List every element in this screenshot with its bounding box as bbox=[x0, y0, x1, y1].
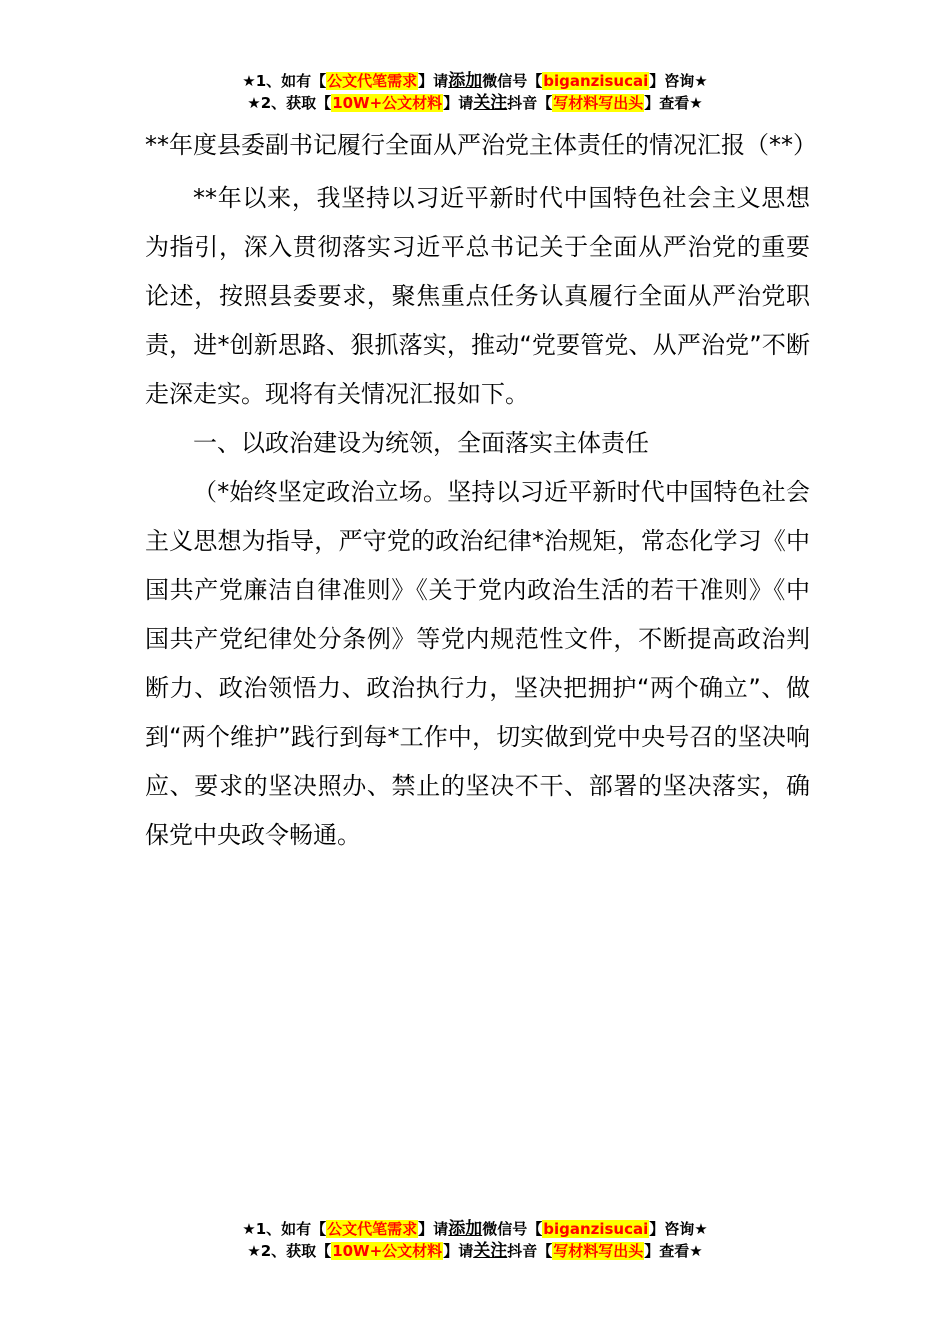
document-body bbox=[145, 124, 817, 860]
banner-highlight: 公文代笔需求 bbox=[327, 1220, 418, 1238]
banner-line-2 bbox=[0, 92, 950, 114]
banner-highlight: 写材料写出头 bbox=[553, 94, 644, 112]
banner-emphasis: 关注 bbox=[473, 93, 508, 113]
section-paragraph: （*始终坚定政治立场。坚持以习近平新时代中国特色社会主义思想为指导，严守党的政治纪律*治规矩，常态化学习《中国共产党廉洁自律准则》《关于党内政治生活的若干准则》《中国共产党纪律处分条例》等党内规范性文件，不断提高政治判断力、政治领悟力、政治执行力，坚决把拥护“两个确立”、做到“两个维护”践行到每*工作中，切实做到党中央号召的坚决响应、要求的坚决照办、禁止的坚决不干、部署的坚决落实，确保党中央政令畅通。 bbox=[145, 478, 810, 849]
banner-highlight: 10W+公文材料 bbox=[332, 94, 443, 112]
intro-paragraph: **年以来，我坚持以习近平新时代中国特色社会主义思想为指引，深入贯彻落实习近平总书记关于全面从严治党的重要论述，按照县委要求，聚焦重点任务认真履行全面从严治党职责，进*创新思路、狠抓落实，推动“党要管党、从严治党”不断走深走实。现将有关情况汇报如下。 bbox=[145, 184, 810, 408]
banner-emphasis: 添加 bbox=[448, 1219, 483, 1239]
banner-text: 】请 bbox=[443, 94, 474, 112]
banner-text: ★1、如有【 bbox=[242, 72, 327, 90]
banner-highlight: biganzisucai bbox=[543, 1220, 649, 1238]
banner-text: 】查看★ bbox=[644, 94, 703, 112]
banner-line-1 bbox=[0, 70, 950, 92]
banner-text: 微信号【 bbox=[482, 72, 543, 90]
banner-text: ★2、获取【 bbox=[247, 1242, 332, 1260]
banner-emphasis: 添加 bbox=[448, 71, 483, 91]
banner-text: 】咨询★ bbox=[649, 1220, 708, 1238]
banner-text: 抖音【 bbox=[507, 1242, 553, 1260]
banner-line-2 bbox=[0, 1240, 950, 1262]
banner-text: 】请 bbox=[418, 1220, 449, 1238]
banner-text: 抖音【 bbox=[507, 94, 553, 112]
banner-text: 】查看★ bbox=[644, 1242, 703, 1260]
banner-text: 微信号【 bbox=[482, 1220, 543, 1238]
banner-text: 】咨询★ bbox=[649, 72, 708, 90]
header-banner bbox=[0, 70, 950, 114]
banner-text: ★2、获取【 bbox=[247, 94, 332, 112]
banner-highlight: 公文代笔需求 bbox=[327, 72, 418, 90]
banner-emphasis: 关注 bbox=[473, 1241, 508, 1261]
banner-text: 】请 bbox=[443, 1242, 474, 1260]
footer-banner bbox=[0, 1218, 950, 1262]
banner-highlight: biganzisucai bbox=[543, 72, 649, 90]
banner-text: 】请 bbox=[418, 72, 449, 90]
banner-highlight: 写材料写出头 bbox=[553, 1242, 644, 1260]
banner-highlight: 10W+公文材料 bbox=[332, 1242, 443, 1260]
document-title: **年度县委副书记履行全面从严治党主体责任的情况汇报（**） bbox=[145, 131, 817, 159]
banner-line-1 bbox=[0, 1218, 950, 1240]
section-heading: 一、以政治建设为统领，全面落实主体责任 bbox=[193, 429, 649, 457]
banner-text: ★1、如有【 bbox=[242, 1220, 327, 1238]
